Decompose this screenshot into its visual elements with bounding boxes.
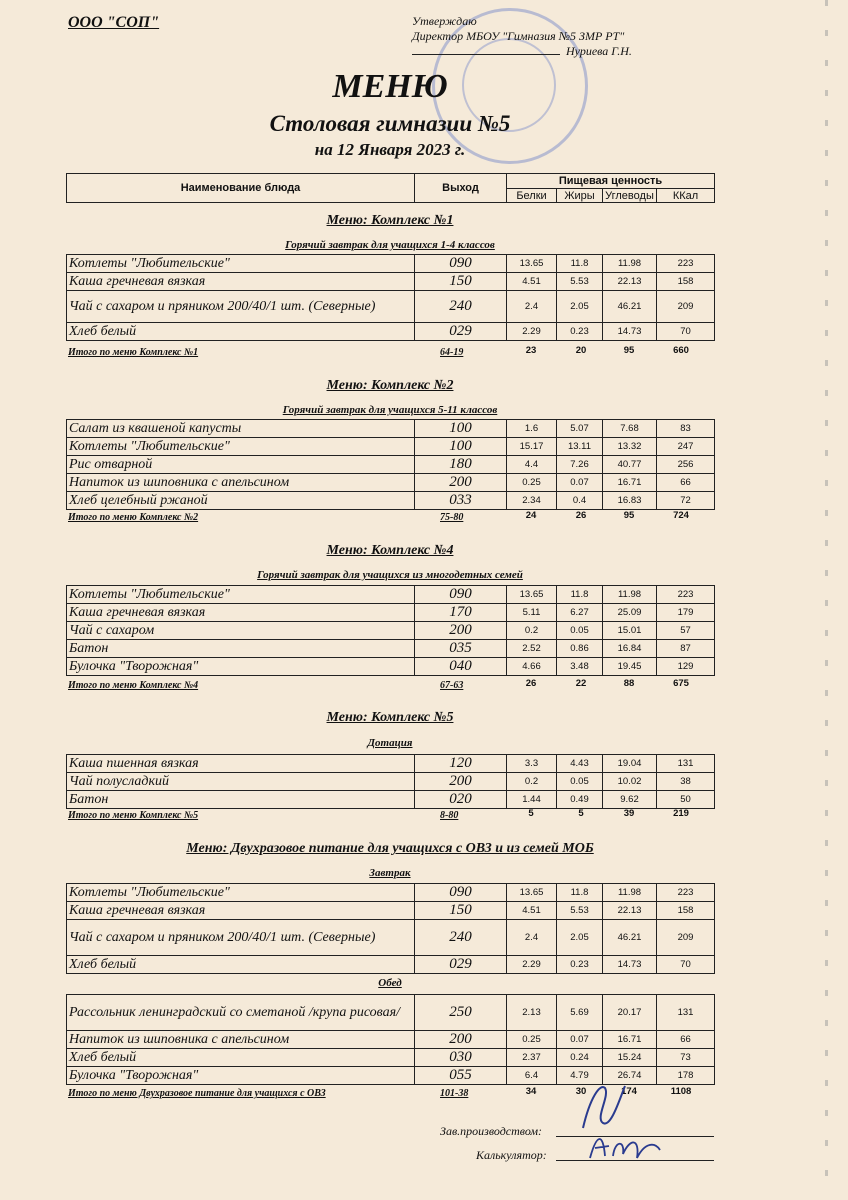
dish-output: 240 bbox=[415, 920, 507, 956]
kcal-value: 83 bbox=[657, 420, 715, 438]
proteins-value: 2.34 bbox=[507, 492, 557, 510]
table-row bbox=[67, 920, 715, 956]
table-header bbox=[66, 173, 715, 203]
dish-name: Напиток из шиповника с апельсином bbox=[67, 474, 415, 492]
total-value: 724 bbox=[673, 510, 689, 521]
proteins-value: 2.4 bbox=[507, 291, 557, 323]
kcal-value: 73 bbox=[657, 1049, 715, 1067]
section-subtitle: Дотация bbox=[367, 737, 413, 749]
dish-output: 200 bbox=[415, 1031, 507, 1049]
dish-output: 170 bbox=[415, 604, 507, 622]
kcal-value: 66 bbox=[657, 474, 715, 492]
dish-output: 150 bbox=[415, 273, 507, 291]
carbs-value: 11.98 bbox=[603, 255, 657, 273]
kcal-value: 57 bbox=[657, 622, 715, 640]
dish-name: Батон bbox=[67, 640, 415, 658]
proteins-value: 2.4 bbox=[507, 920, 557, 956]
dish-name: Напиток из шиповника с апельсином bbox=[67, 1031, 415, 1049]
organization-name: ООО "СОП" bbox=[68, 14, 160, 31]
total-value: 95 bbox=[623, 345, 635, 356]
proteins-value: 4.4 bbox=[507, 456, 557, 474]
dish-output: 200 bbox=[415, 622, 507, 640]
kcal-value: 131 bbox=[657, 995, 715, 1031]
carbs-value: 14.73 bbox=[603, 323, 657, 341]
fats-value: 2.05 bbox=[557, 291, 603, 323]
proteins-value: 13.65 bbox=[507, 255, 557, 273]
section-title: Меню: Комплекс №5 bbox=[326, 710, 454, 725]
dish-output: 100 bbox=[415, 438, 507, 456]
dish-output: 030 bbox=[415, 1049, 507, 1067]
total-value: 675 bbox=[673, 678, 689, 689]
total-value: 95 bbox=[623, 510, 635, 521]
dish-name: Рис отварной bbox=[67, 456, 415, 474]
output-column-header: Выход bbox=[415, 174, 507, 203]
total-label: Итого по меню Комплекс №2 bbox=[68, 512, 199, 523]
proteins-value: 2.29 bbox=[507, 956, 557, 974]
proteins-value: 0.2 bbox=[507, 622, 557, 640]
fats-value: 2.05 bbox=[557, 920, 603, 956]
kcal-value: 87 bbox=[657, 640, 715, 658]
proteins-value: 4.51 bbox=[507, 273, 557, 291]
carbs-value: 15.01 bbox=[603, 622, 657, 640]
dish-name: Чай с сахаром и пряником 200/40/1 шт. (Северные) bbox=[67, 920, 415, 956]
page-subtitle: Столовая гимназии №5 bbox=[269, 111, 511, 136]
dish-output: 029 bbox=[415, 323, 507, 341]
dish-name: Котлеты "Любительские" bbox=[67, 438, 415, 456]
dish-output: 090 bbox=[415, 255, 507, 273]
carbs-value: 46.21 bbox=[603, 920, 657, 956]
dish-name: Каша гречневая вязкая bbox=[67, 902, 415, 920]
kcal-value: 158 bbox=[657, 273, 715, 291]
dish-output: 029 bbox=[415, 956, 507, 974]
dish-name: Чай с сахаром и пряником 200/40/1 шт. (Северные) bbox=[67, 291, 415, 323]
proteins-value: 0.25 bbox=[507, 474, 557, 492]
carbs-value: 7.68 bbox=[603, 420, 657, 438]
dish-output: 020 bbox=[415, 791, 507, 809]
proteins-value: 13.65 bbox=[507, 884, 557, 902]
production-manager-label: Зав.производством: bbox=[440, 1124, 543, 1138]
fats-value: 0.05 bbox=[557, 773, 603, 791]
dish-output: 150 bbox=[415, 902, 507, 920]
proteins-value: 0.2 bbox=[507, 773, 557, 791]
table-row bbox=[67, 456, 715, 474]
total-value: 39 bbox=[623, 808, 635, 819]
total-label: Итого по меню Двухразовое питание для учащихся с ОВЗ bbox=[68, 1088, 326, 1099]
kcal-value: 70 bbox=[657, 956, 715, 974]
fats-value: 3.48 bbox=[557, 658, 603, 676]
fats-value: 11.8 bbox=[557, 586, 603, 604]
total-label: Итого по меню Комплекс №1 bbox=[68, 347, 199, 358]
carbs-value: 10.02 bbox=[603, 773, 657, 791]
dish-output: 200 bbox=[415, 773, 507, 791]
carbs-value: 11.98 bbox=[603, 884, 657, 902]
fats-value: 0.24 bbox=[557, 1049, 603, 1067]
calculator-label: Калькулятор: bbox=[476, 1148, 547, 1162]
dish-output: 055 bbox=[415, 1067, 507, 1085]
proteins-value: 2.37 bbox=[507, 1049, 557, 1067]
carbs-value: 19.04 bbox=[603, 755, 657, 773]
dish-column-header: Наименование блюда bbox=[67, 174, 415, 203]
table-row bbox=[67, 291, 715, 323]
proteins-value: 1.44 bbox=[507, 791, 557, 809]
total-value: 23 bbox=[525, 345, 537, 356]
total-output: 64-19 bbox=[440, 347, 464, 358]
total-value: 30 bbox=[575, 1086, 587, 1097]
dish-name: Хлеб целебный ржаной bbox=[67, 492, 415, 510]
fats-value: 0.05 bbox=[557, 622, 603, 640]
fats-value: 0.4 bbox=[557, 492, 603, 510]
proteins-value: 4.51 bbox=[507, 902, 557, 920]
dish-name: Батон bbox=[67, 791, 415, 809]
proteins-value: 6.4 bbox=[507, 1067, 557, 1085]
fats-value: 5.53 bbox=[557, 902, 603, 920]
table-row bbox=[67, 474, 715, 492]
dish-name: Салат из квашеной капусты bbox=[67, 420, 415, 438]
proteins-value: 13.65 bbox=[507, 586, 557, 604]
carbs-value: 19.45 bbox=[603, 658, 657, 676]
kcal-column-header: ККал bbox=[657, 189, 715, 203]
proteins-value: 2.13 bbox=[507, 995, 557, 1031]
fats-value: 0.23 bbox=[557, 956, 603, 974]
section-title: Меню: Комплекс №1 bbox=[326, 213, 454, 228]
calculator-signature bbox=[585, 1128, 665, 1168]
fats-value: 5.53 bbox=[557, 273, 603, 291]
dish-name: Рассольник ленинградский со сметаной /крупа рисовая/ bbox=[67, 995, 415, 1031]
kcal-value: 38 bbox=[657, 773, 715, 791]
dish-table bbox=[66, 419, 715, 510]
kcal-value: 72 bbox=[657, 492, 715, 510]
dish-name: Хлеб белый bbox=[67, 956, 415, 974]
dish-table bbox=[66, 254, 715, 341]
section-title: Меню: Комплекс №2 bbox=[326, 378, 454, 393]
carbs-value: 22.13 bbox=[603, 273, 657, 291]
dish-table bbox=[66, 754, 715, 809]
total-value: 22 bbox=[575, 678, 587, 689]
director-title: Директор МБОУ "Гимназия №5 ЗМР РТ" bbox=[412, 29, 625, 43]
fats-value: 4.43 bbox=[557, 755, 603, 773]
proteins-value: 3.3 bbox=[507, 755, 557, 773]
section-subtitle: Обед bbox=[378, 977, 402, 989]
proteins-column-header: Белки bbox=[507, 189, 557, 203]
dish-output: 240 bbox=[415, 291, 507, 323]
total-value: 20 bbox=[575, 345, 587, 356]
carbs-value: 22.13 bbox=[603, 902, 657, 920]
proteins-value: 2.52 bbox=[507, 640, 557, 658]
table-row bbox=[67, 755, 715, 773]
table-row bbox=[67, 658, 715, 676]
carbs-value: 16.71 bbox=[603, 474, 657, 492]
table-row bbox=[67, 884, 715, 902]
proteins-value: 1.6 bbox=[507, 420, 557, 438]
page-title: МЕНЮ bbox=[332, 68, 448, 105]
dish-table bbox=[66, 585, 715, 676]
carbs-value: 9.62 bbox=[603, 791, 657, 809]
dish-output: 090 bbox=[415, 884, 507, 902]
dish-name: Котлеты "Любительские" bbox=[67, 586, 415, 604]
dish-output: 200 bbox=[415, 474, 507, 492]
proteins-value: 2.29 bbox=[507, 323, 557, 341]
kcal-value: 131 bbox=[657, 755, 715, 773]
table-row bbox=[67, 1049, 715, 1067]
kcal-value: 223 bbox=[657, 586, 715, 604]
carbs-value: 40.77 bbox=[603, 456, 657, 474]
dish-output: 120 bbox=[415, 755, 507, 773]
kcal-value: 256 bbox=[657, 456, 715, 474]
proteins-value: 5.11 bbox=[507, 604, 557, 622]
table-row bbox=[67, 622, 715, 640]
total-output: 101-38 bbox=[440, 1088, 469, 1099]
carbs-value: 14.73 bbox=[603, 956, 657, 974]
fats-value: 5.07 bbox=[557, 420, 603, 438]
total-value: 660 bbox=[673, 345, 689, 356]
fats-value: 0.23 bbox=[557, 323, 603, 341]
kcal-value: 129 bbox=[657, 658, 715, 676]
section-title: Меню: Двухразовое питание для учащихся с ОВЗ и из семей МОБ bbox=[186, 841, 594, 856]
table-row bbox=[67, 420, 715, 438]
fats-column-header: Жиры bbox=[557, 189, 603, 203]
dish-output: 180 bbox=[415, 456, 507, 474]
dish-output: 250 bbox=[415, 995, 507, 1031]
fats-value: 6.27 bbox=[557, 604, 603, 622]
carbs-value: 26.74 bbox=[603, 1067, 657, 1085]
nutrition-column-header: Пищевая ценность bbox=[507, 174, 715, 189]
fats-value: 4.79 bbox=[557, 1067, 603, 1085]
dish-output: 040 bbox=[415, 658, 507, 676]
total-value: 26 bbox=[575, 510, 587, 521]
proteins-value: 15.17 bbox=[507, 438, 557, 456]
proteins-value: 4.66 bbox=[507, 658, 557, 676]
dish-name: Котлеты "Любительские" bbox=[67, 255, 415, 273]
section-subtitle: Горячий завтрак для учащихся 1-4 классов bbox=[285, 239, 495, 251]
dish-table bbox=[66, 994, 715, 1085]
fats-value: 0.86 bbox=[557, 640, 603, 658]
total-value: 219 bbox=[673, 808, 689, 819]
total-value: 5 bbox=[528, 808, 534, 819]
table-row bbox=[67, 1031, 715, 1049]
carbs-value: 15.24 bbox=[603, 1049, 657, 1067]
carbs-value: 16.83 bbox=[603, 492, 657, 510]
section-subtitle: Горячий завтрак для учащихся 5-11 классов bbox=[282, 404, 498, 416]
fats-value: 11.8 bbox=[557, 255, 603, 273]
section-title: Меню: Комплекс №4 bbox=[326, 543, 454, 558]
dish-name: Чай полусладкий bbox=[67, 773, 415, 791]
table-row bbox=[67, 640, 715, 658]
fats-value: 13.11 bbox=[557, 438, 603, 456]
total-value: 26 bbox=[525, 678, 537, 689]
kcal-value: 179 bbox=[657, 604, 715, 622]
kcal-value: 209 bbox=[657, 291, 715, 323]
fats-value: 0.07 bbox=[557, 474, 603, 492]
total-value: 88 bbox=[623, 678, 635, 689]
dish-output: 033 bbox=[415, 492, 507, 510]
carbs-value: 20.17 bbox=[603, 995, 657, 1031]
total-value: 1108 bbox=[670, 1086, 692, 1097]
fats-value: 0.49 bbox=[557, 791, 603, 809]
director-name: Нуриева Г.Н. bbox=[566, 44, 632, 58]
dish-name: Булочка "Творожная" bbox=[67, 658, 415, 676]
dish-name: Каша гречневая вязкая bbox=[67, 273, 415, 291]
table-row bbox=[67, 438, 715, 456]
carbs-value: 16.84 bbox=[603, 640, 657, 658]
dish-table bbox=[66, 883, 715, 974]
total-value: 34 bbox=[525, 1086, 537, 1097]
dish-name: Булочка "Творожная" bbox=[67, 1067, 415, 1085]
table-row bbox=[67, 995, 715, 1031]
fats-value: 0.07 bbox=[557, 1031, 603, 1049]
fats-value: 5.69 bbox=[557, 995, 603, 1031]
total-output: 75-80 bbox=[440, 512, 464, 523]
table-row bbox=[67, 902, 715, 920]
section-subtitle: Горячий завтрак для учащихся из многодетных семей bbox=[257, 569, 523, 581]
total-output: 67-63 bbox=[440, 680, 464, 691]
dish-name: Хлеб белый bbox=[67, 1049, 415, 1067]
total-value: 24 bbox=[525, 510, 537, 521]
carbs-value: 46.21 bbox=[603, 291, 657, 323]
kcal-value: 66 bbox=[657, 1031, 715, 1049]
carbs-value: 16.71 bbox=[603, 1031, 657, 1049]
approval-block bbox=[412, 14, 632, 59]
section-subtitle: Завтрак bbox=[369, 867, 411, 879]
kcal-value: 223 bbox=[657, 884, 715, 902]
total-output: 8-80 bbox=[440, 810, 459, 821]
table-row bbox=[67, 273, 715, 291]
table-row bbox=[67, 323, 715, 341]
signature-line bbox=[412, 54, 560, 55]
total-value: 174 bbox=[621, 1086, 637, 1097]
table-row bbox=[67, 604, 715, 622]
table-row bbox=[67, 956, 715, 974]
kcal-value: 178 bbox=[657, 1067, 715, 1085]
dish-output: 090 bbox=[415, 586, 507, 604]
dish-name: Каша гречневая вязкая bbox=[67, 604, 415, 622]
fats-value: 11.8 bbox=[557, 884, 603, 902]
table-row bbox=[67, 773, 715, 791]
table-row bbox=[67, 255, 715, 273]
kcal-value: 247 bbox=[657, 438, 715, 456]
approval-label: Утверждаю bbox=[412, 14, 477, 28]
kcal-value: 158 bbox=[657, 902, 715, 920]
scan-edge bbox=[825, 0, 828, 1200]
table-row bbox=[67, 791, 715, 809]
menu-date: на 12 Января 2023 г. bbox=[314, 140, 466, 159]
proteins-value: 0.25 bbox=[507, 1031, 557, 1049]
kcal-value: 70 bbox=[657, 323, 715, 341]
dish-output: 035 bbox=[415, 640, 507, 658]
carbs-column-header: Углеводы bbox=[603, 189, 657, 203]
carbs-value: 25.09 bbox=[603, 604, 657, 622]
table-row bbox=[67, 492, 715, 510]
director-signature-row bbox=[412, 44, 632, 59]
carbs-value: 13.32 bbox=[603, 438, 657, 456]
total-label: Итого по меню Комплекс №4 bbox=[68, 680, 199, 691]
dish-name: Чай с сахаром bbox=[67, 622, 415, 640]
carbs-value: 11.98 bbox=[603, 586, 657, 604]
fats-value: 7.26 bbox=[557, 456, 603, 474]
dish-name: Хлеб белый bbox=[67, 323, 415, 341]
table-row bbox=[67, 586, 715, 604]
dish-output: 100 bbox=[415, 420, 507, 438]
total-value: 5 bbox=[578, 808, 584, 819]
kcal-value: 209 bbox=[657, 920, 715, 956]
dish-name: Каша пшенная вязкая bbox=[67, 755, 415, 773]
total-label: Итого по меню Комплекс №5 bbox=[68, 810, 199, 821]
kcal-value: 223 bbox=[657, 255, 715, 273]
dish-name: Котлеты "Любительские" bbox=[67, 884, 415, 902]
kcal-value: 50 bbox=[657, 791, 715, 809]
